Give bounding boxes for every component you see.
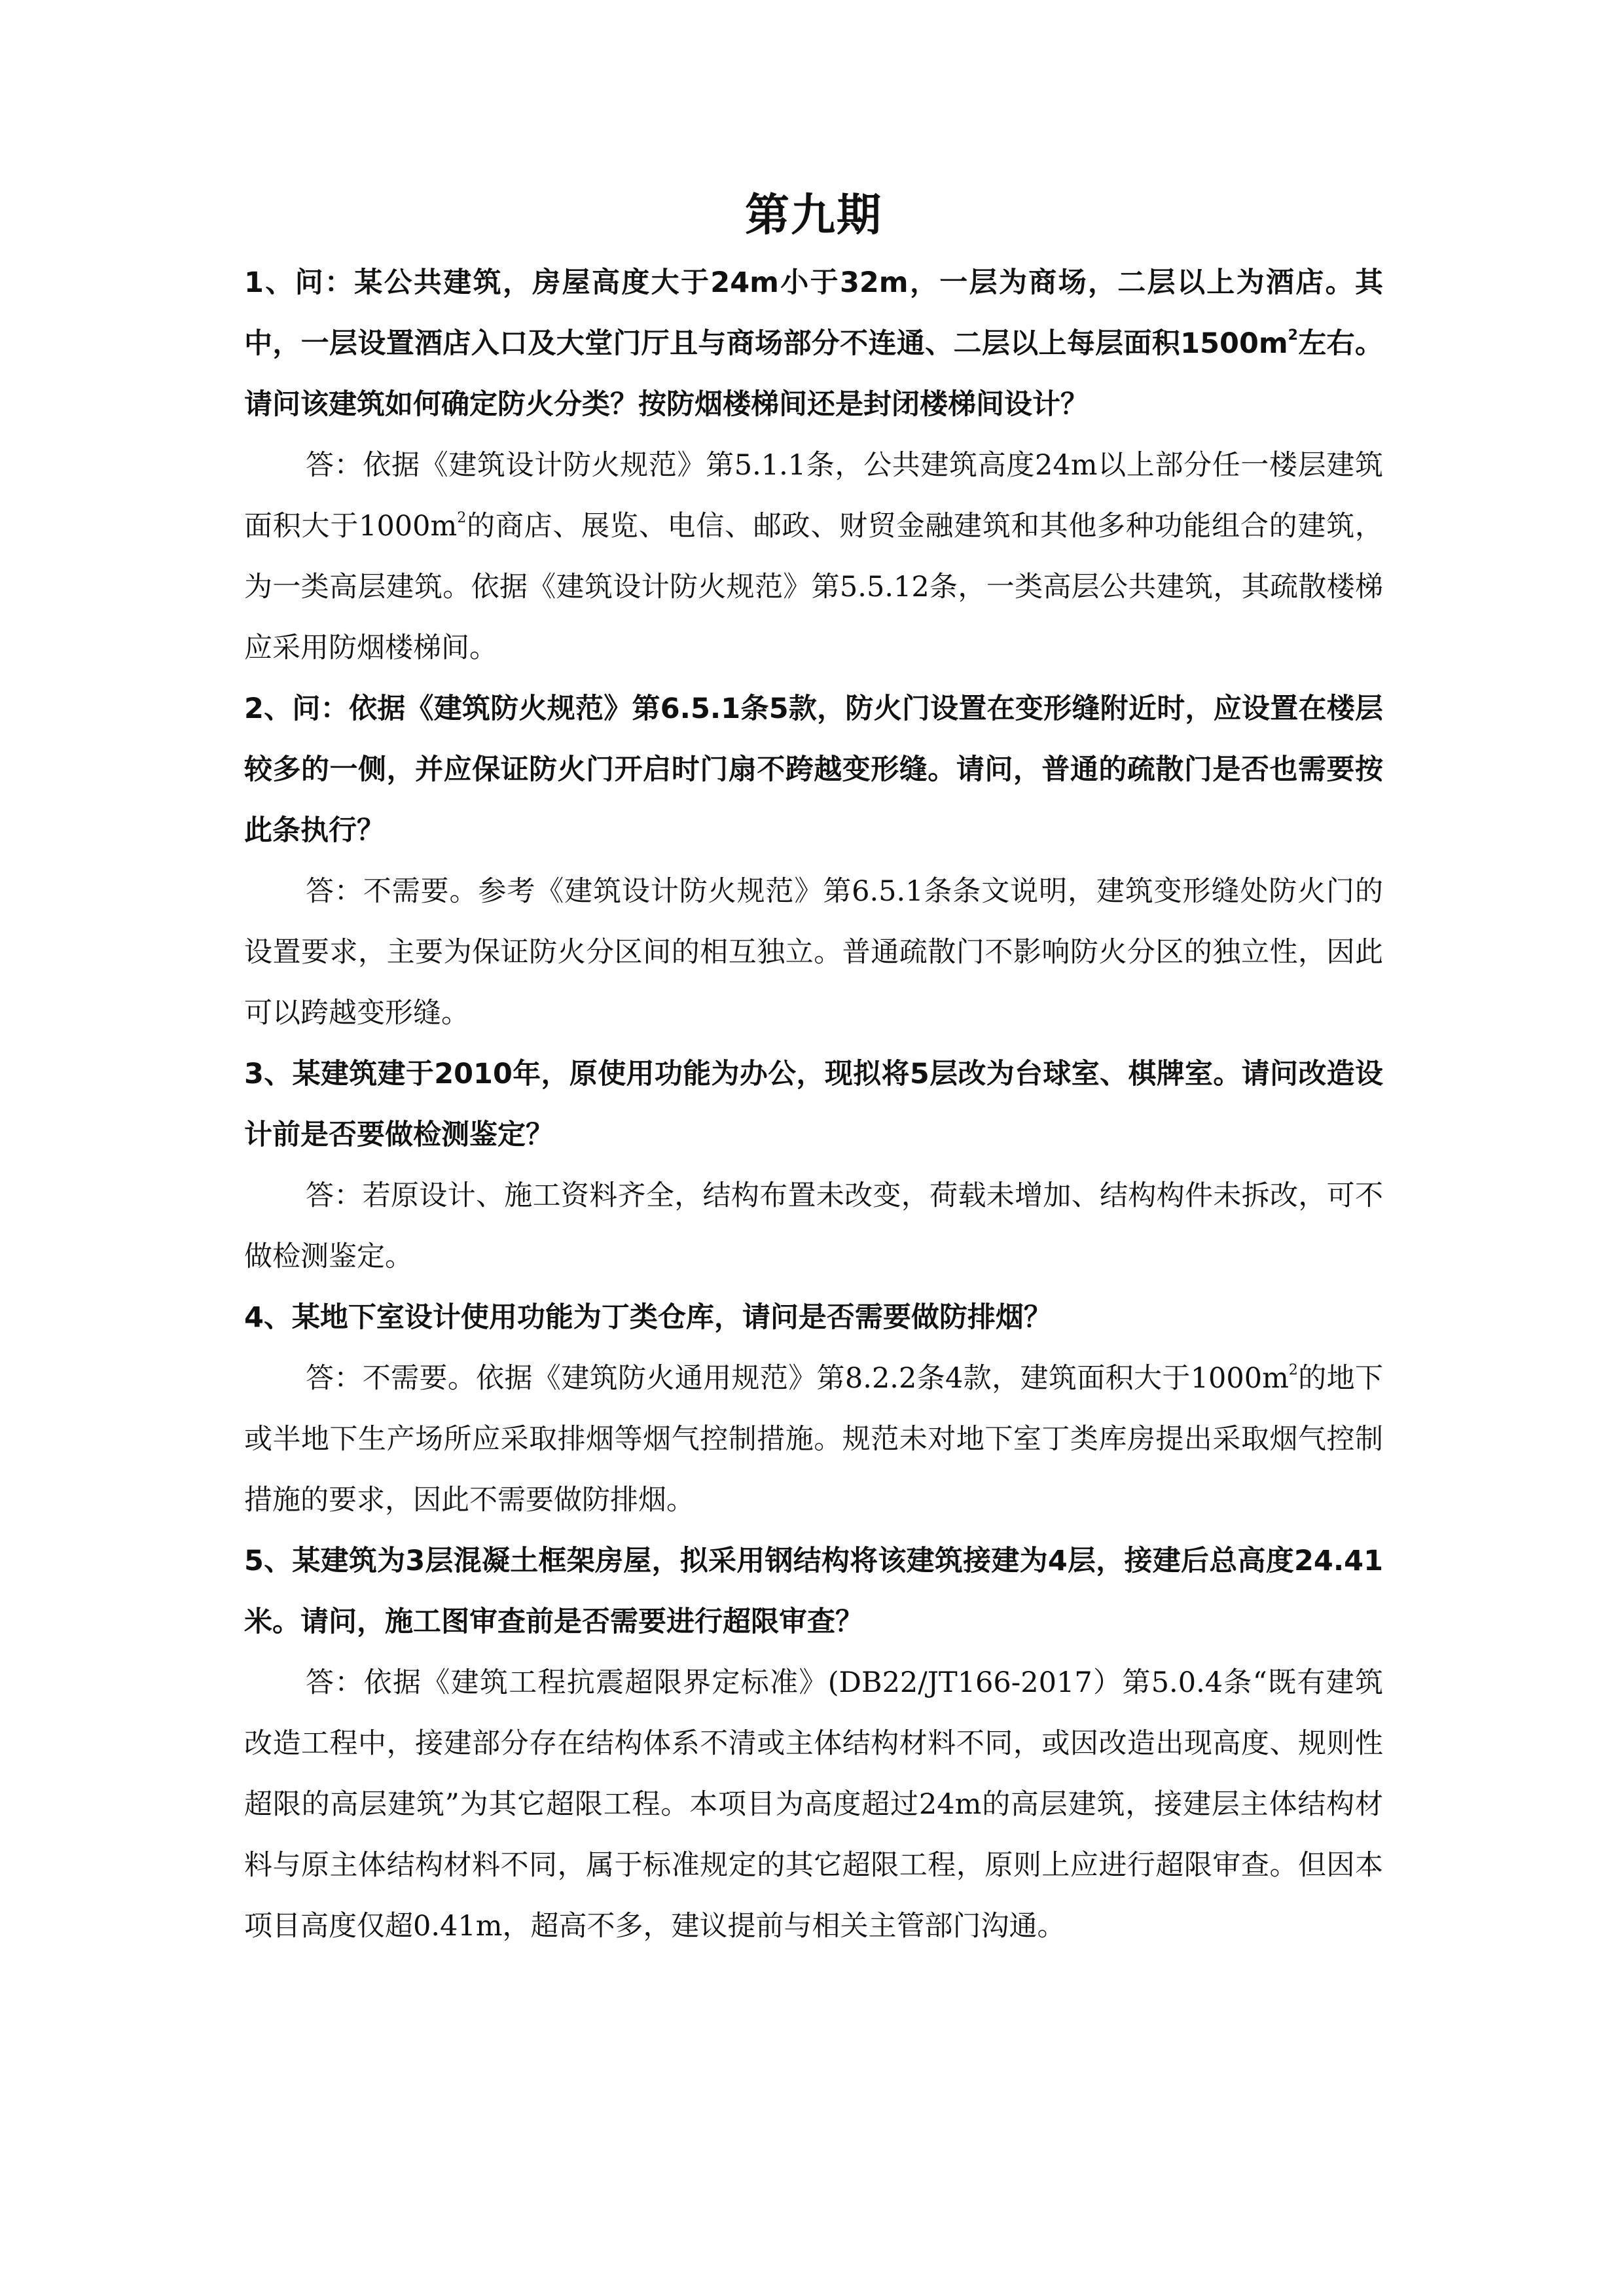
answer-1-text: 答：依据《建筑设计防火规范》第5.1.1条，公共建筑高度24m以上部分任一楼层建筑面积大于1000m: [244, 449, 1383, 543]
page-title: 第九期: [744, 190, 882, 242]
qa-item-3: [244, 1044, 1383, 1287]
superscript-2: 2: [1288, 327, 1298, 344]
question-5: 5、某建筑为3层混凝土框架房屋，拟采用钢结构将该建筑接建为4层，接建后总高度24.41米。请问，施工图审查前是否需要进行超限审查？: [244, 1545, 1383, 1638]
answer-5: 答：依据《建筑工程抗震超限界定标准》(DB22/JT166-2017）第5.0.4条“既有建筑改造工程中，接建部分存在结构体系不清或主体结构材料不同，或因改造出现高度、规则性超限的高层建筑”为其它超限工程。本项目为高度超过24m的高层建筑，接建层主体结构材料与原主体结构材料不同，属于标准规定的其它超限工程，原则上应进行超限审查。但因本项目高度仅超0.41m，超高不多，建议提前与相关主管部门沟通。: [244, 1666, 1383, 1943]
qa-item-5: [244, 1531, 1383, 1957]
qa-item-1: [244, 253, 1383, 679]
answer-1-text-cont: 的商店、展览、电信、邮政、财贸金融建筑和其他多种功能组合的建筑，为一类高层建筑。依据《建筑设计防火规范》第5.5.12条，一类高层公共建筑，其疏散楼梯应采用防烟楼梯间。: [244, 510, 1383, 664]
question-4: 4、某地下室设计使用功能为丁类仓库，请问是否需要做防排烟？: [244, 1301, 1052, 1334]
question-1-text-cont: 左右。请问该建筑如何确定防火分类？按防烟楼梯间还是封闭楼梯间设计？: [244, 327, 1384, 421]
answer-4-text: 答：不需要。依据《建筑防火通用规范》第8.2.2条4款，建筑面积大于1000m: [306, 1362, 1289, 1395]
question-2: 2、问：依据《建筑防火规范》第6.5.1条5款，防火门设置在变形缝附近时，应设置在楼层较多的一侧，并应保证防火门开启时门扇不跨越变形缝。请问，普通的疏散门是否也需要按此条执行？: [244, 692, 1383, 847]
superscript-2: 2: [1288, 1362, 1298, 1378]
answer-1: [244, 435, 1383, 679]
question-3: 3、某建筑建于2010年，原使用功能为办公，现拟将5层改为台球室、棋牌室。请问改造设计前是否要做检测鉴定？: [244, 1058, 1383, 1151]
answer-4: [244, 1348, 1383, 1531]
question-1-text: 1、问：某公共建筑，房屋高度大于24m小于32m，一层为商场，二层以上为酒店。其中，一层设置酒店入口及大堂门厅且与商场部分不连通、二层以上每层面积1500m: [244, 266, 1383, 360]
answer-2: 答：不需要。参考《建筑设计防火规范》第6.5.1条条文说明，建筑变形缝处防火门的设置要求，主要为保证防火分区间的相互独立。普通疏散门不影响防火分区的独立性，因此可以跨越变形缝。: [244, 875, 1383, 1030]
answer-3: 答：若原设计、施工资料齐全，结构布置未改变，荷载未增加、结构构件未拆改，可不做检测鉴定。: [244, 1179, 1383, 1273]
qa-item-2: [244, 679, 1383, 1044]
document-page: [244, 183, 1383, 1957]
qa-item-4: [244, 1287, 1383, 1531]
answer-4-text-cont: 的地下或半地下生产场所应采取排烟等烟气控制措施。规范未对地下室丁类库房提出采取烟气控制措施的要求，因此不需要做防排烟。: [244, 1362, 1383, 1516]
question-1: [244, 253, 1383, 435]
superscript-2: 2: [457, 510, 467, 526]
